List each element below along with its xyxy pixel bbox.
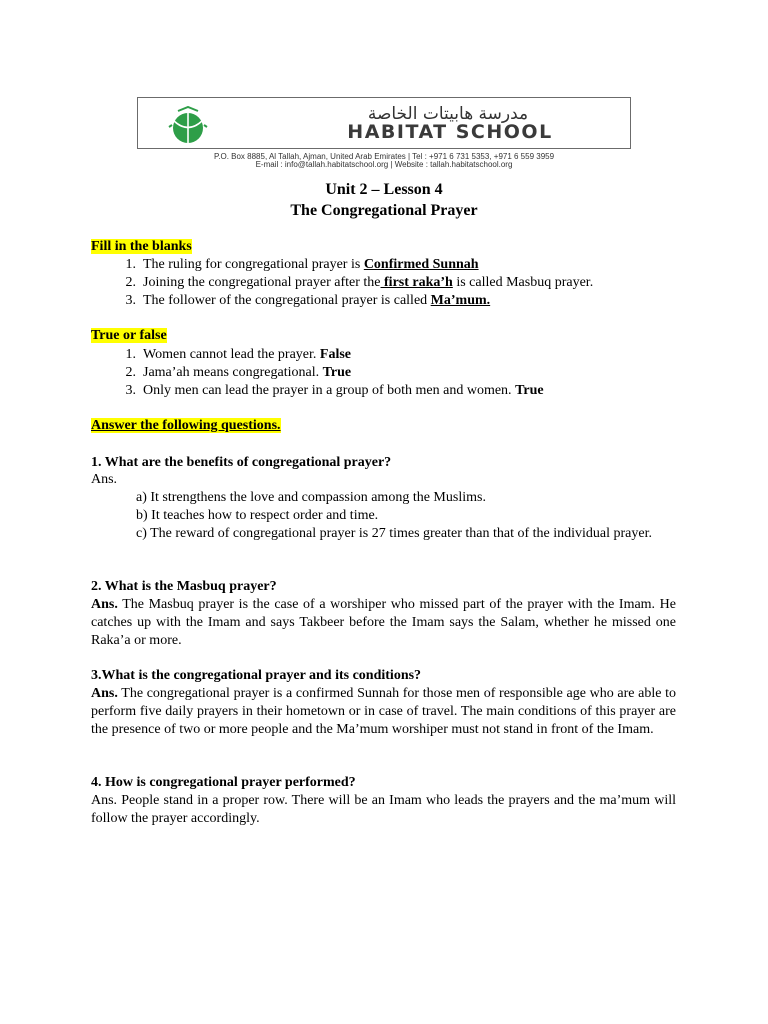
item-number: 1.	[125, 257, 136, 272]
answer-1-a: a) It strengthens the love and compassion among the Muslims.	[136, 490, 486, 505]
item-text: The follower of the congregational prayer is called	[143, 293, 431, 308]
item-number: 2.	[125, 275, 136, 290]
item-answer: False	[319, 347, 352, 362]
item-text: The ruling for congregational prayer is	[143, 257, 364, 272]
question-2: 2. What is the Masbuq prayer?	[91, 579, 277, 594]
list-item	[91, 364, 544, 382]
item-answer: Confirmed Sunnah	[363, 257, 479, 272]
item-text-after: is called Masbuq prayer.	[452, 275, 594, 290]
answer-1-label: Ans.	[91, 472, 118, 487]
item-answer: True	[322, 365, 352, 380]
fill-blanks-heading-text: Fill in the blanks	[91, 239, 192, 254]
item-text: Only men can lead the prayer in a group of both men and women.	[143, 383, 516, 398]
question-1: 1. What are the benefits of congregational prayer?	[91, 455, 392, 470]
true-false-list	[91, 346, 544, 400]
answer-3-text: The congregational prayer is a confirmed Sunnah for those men of responsible age who are able to perform five daily prayers in their hometown or in case of travel. The main conditions of this prayer are the presence of two or more people and the Ma’mum worshiper must not stand in front of the Imam.	[91, 686, 676, 737]
item-answer: first raka’h	[380, 275, 453, 290]
answer-2	[91, 596, 676, 649]
item-text: Jama’ah means congregational.	[143, 365, 323, 380]
questions-heading-text: Answer the following questions.	[91, 418, 281, 433]
true-false-heading-text: True or false	[91, 328, 167, 343]
item-number: 1.	[125, 347, 136, 362]
answer-1-c: c) The reward of congregational prayer is 27 times greater than that of the individual prayer.	[136, 526, 652, 541]
answer-1-b: b) It teaches how to respect order and time.	[136, 508, 379, 523]
list-item	[91, 292, 593, 310]
item-answer: True	[515, 383, 544, 398]
question-4: 4. How is congregational prayer performed?	[91, 775, 356, 790]
contact-line-address: P.O. Box 8885, Al Tallah, Ajman, United Arab Emirates | Tel : +971 6 731 5353, +971 6 559 3959	[213, 152, 555, 161]
school-name-arabic: مدرسة هابيتات الخاصة	[367, 104, 529, 124]
unit-title: Unit 2 – Lesson 4	[325, 181, 443, 198]
answer-4: Ans. People stand in a proper row. There will be an Imam who leads the prayers and the ma’mum will follow the prayer accordingly.	[91, 793, 676, 826]
list-item	[91, 274, 593, 292]
letterhead-box	[137, 97, 631, 149]
item-number: 3.	[125, 293, 136, 308]
list-item	[91, 382, 544, 400]
list-item	[91, 256, 593, 274]
school-name: HABITAT SCHOOL	[347, 121, 553, 143]
item-text: Joining the congregational prayer after the	[143, 275, 381, 290]
item-number: 3.	[125, 383, 136, 398]
lesson-title: The Congregational Prayer	[290, 202, 478, 219]
item-answer: Ma’mum.	[430, 293, 491, 308]
item-number: 2.	[125, 365, 136, 380]
question-3: 3.What is the congregational prayer and its conditions?	[91, 668, 422, 683]
answer-3	[91, 685, 676, 738]
answer-2-text: The Masbuq prayer is the case of a worshiper who missed part of the prayer with the Imam. He catches up with the Imam and says Takbeer before the Imam says the Salam, whether he missed one Raka’a or more.	[91, 597, 676, 648]
fill-blanks-list	[91, 256, 593, 310]
questions-heading	[91, 418, 281, 434]
school-logo-icon	[164, 106, 212, 144]
contact-line-email: E-mail : info@tallah.habitatschool.org | Website : tallah.habitatschool.org	[255, 160, 513, 169]
answer-3-label: Ans.	[91, 686, 118, 701]
answer-2-label: Ans.	[91, 597, 118, 612]
item-text: Women cannot lead the prayer.	[143, 347, 320, 362]
list-item	[91, 346, 544, 364]
true-false-heading	[91, 328, 167, 344]
fill-blanks-heading	[91, 239, 192, 255]
